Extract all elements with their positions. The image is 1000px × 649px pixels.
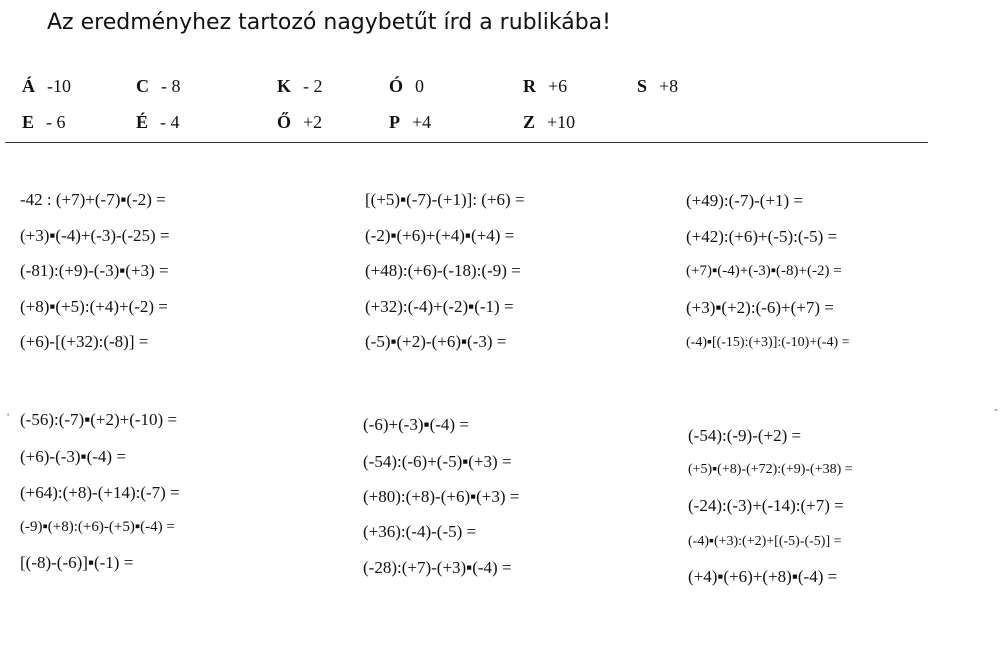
legend-item-r	[523, 76, 567, 97]
exercise: (-28):(+7)-(+3)▪(-4) =	[363, 558, 512, 577]
exercise: (+3)▪(+2):(-6)+(+7) =	[686, 298, 834, 317]
exercise: -42 : (+7)+(-7)▪(-2) =	[20, 190, 166, 209]
exercise: (+49):(-7)-(+1) =	[686, 191, 804, 210]
legend-value: +2	[303, 112, 323, 132]
edge-mark: -	[994, 402, 998, 416]
legend-item-s	[637, 76, 678, 97]
exercise: (+6)-(-3)▪(-4) =	[20, 447, 126, 466]
exercise: (-4)▪[(-15):(+3)]:(-10)+(-4) =	[686, 335, 850, 350]
legend-value: - 2	[303, 76, 323, 96]
legend-letter: É	[136, 112, 149, 132]
legend-item-c	[136, 76, 181, 97]
legend-item-p	[389, 112, 431, 133]
legend-item-a-acute	[22, 76, 71, 97]
exercise: (+48):(+6)-(-18):(-9) =	[365, 261, 521, 280]
legend-letter: Ő	[277, 112, 292, 132]
exercise: (-9)▪(+8):(+6)-(+5)▪(-4) =	[20, 519, 175, 535]
exercise: (-24):(-3)+(-14):(+7) =	[688, 496, 844, 515]
legend-item-e-acute	[136, 112, 180, 133]
legend-value: - 4	[160, 112, 180, 132]
exercise: (+32):(-4)+(-2)▪(-1) =	[365, 297, 514, 316]
exercise: (-2)▪(+6)+(+4)▪(+4) =	[365, 226, 515, 245]
legend-item-o-double-acute	[277, 112, 322, 133]
exercise: (+4)▪(+6)+(+8)▪(-4) =	[688, 567, 838, 586]
page-title: Az eredményhez tartozó nagybetűt írd a rublikába!	[47, 10, 611, 35]
legend-letter: P	[389, 112, 400, 132]
exercise: (+42):(+6)+(-5):(-5) =	[686, 227, 838, 246]
exercise: (+7)▪(-4)+(-3)▪(-8)+(-2) =	[686, 263, 842, 279]
legend-value: 0	[415, 76, 425, 96]
divider-line	[5, 142, 928, 143]
exercise: (-4)▪(+3):(+2)+[(-5)-(-5)] =	[688, 534, 842, 549]
legend-item-k	[277, 76, 323, 97]
legend-letter: R	[523, 76, 536, 96]
legend-letter: Z	[523, 112, 536, 132]
exercise: (+64):(+8)-(+14):(-7) =	[20, 483, 180, 502]
exercise: [(-8)-(-6)]▪(-1) =	[20, 553, 134, 572]
legend-letter: K	[277, 76, 292, 96]
exercise: (-5)▪(+2)-(+6)▪(-3) =	[365, 332, 507, 351]
edge-mark: '	[7, 410, 10, 424]
legend-letter: C	[136, 76, 149, 96]
exercise: (-54):(-9)-(+2) =	[688, 426, 802, 445]
legend-value: -10	[47, 76, 71, 96]
legend-value: +10	[547, 112, 576, 132]
exercise: (+5)▪(+8)-(+72):(+9)-(+38) =	[688, 462, 853, 477]
exercise: (+80):(+8)-(+6)▪(+3) =	[363, 487, 520, 506]
legend-value: +6	[548, 76, 568, 96]
legend-letter: S	[637, 76, 648, 96]
legend-letter: E	[22, 112, 35, 132]
legend-value: - 8	[161, 76, 181, 96]
exercise: (+8)▪(+5):(+4)+(-2) =	[20, 297, 168, 316]
legend-item-e	[22, 112, 66, 133]
exercise: [(+5)▪(-7)-(+1)]: (+6) =	[365, 190, 525, 209]
exercise: (+36):(-4)-(-5) =	[363, 522, 477, 541]
legend-item-o-acute	[389, 76, 424, 97]
exercise: (-56):(-7)▪(+2)+(-10) =	[20, 410, 178, 429]
legend-value: - 6	[46, 112, 66, 132]
legend-value: +8	[659, 76, 679, 96]
legend-value: +4	[412, 112, 432, 132]
exercise: (+6)-[(+32):(-8)] =	[20, 332, 149, 351]
legend-letter: Ó	[389, 76, 404, 96]
exercise: (-81):(+9)-(-3)▪(+3) =	[20, 261, 169, 280]
legend-item-z	[523, 112, 575, 133]
exercise: (-54):(-6)+(-5)▪(+3) =	[363, 452, 512, 471]
legend-letter: Á	[22, 76, 35, 96]
exercise: (+3)▪(-4)+(-3)-(-25) =	[20, 226, 170, 245]
exercise: (-6)+(-3)▪(-4) =	[363, 415, 469, 434]
